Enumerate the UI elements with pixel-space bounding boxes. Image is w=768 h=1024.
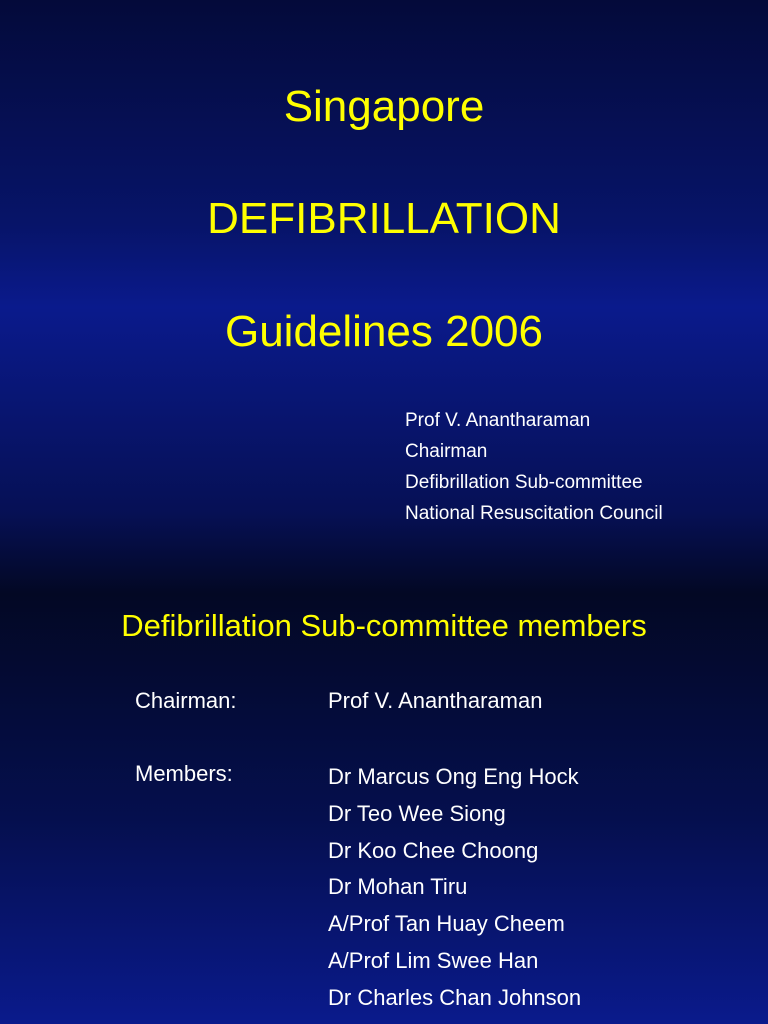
committee-heading: Defibrillation Sub-committee members — [121, 608, 647, 643]
member-item: Dr Charles Chan Johnson — [328, 984, 582, 1010]
title-defibrillation: DEFIBRILLATION — [207, 194, 561, 243]
member-item: Dr Teo Wee Siong — [328, 800, 506, 826]
presenter-role: Chairman — [405, 441, 488, 462]
chairman-name: Prof V. Anantharaman — [328, 688, 543, 713]
title-guidelines-year: Guidelines 2006 — [224, 307, 543, 356]
member-item: A/Prof Tan Huay Cheem — [328, 911, 565, 937]
member-item: Dr Koo Chee Choong — [328, 837, 539, 863]
presenter-committee: Defibrillation Sub-committee — [405, 472, 643, 493]
member-item: Dr Marcus Ong Eng Hock — [328, 764, 579, 789]
chairman-label: Chairman: — [135, 688, 237, 713]
members-label: Members: — [135, 761, 233, 786]
title-singapore: Singapore — [283, 82, 485, 131]
member-item: A/Prof Lim Swee Han — [328, 947, 539, 973]
member-item: Dr Mohan Tiru — [328, 874, 468, 900]
presenter-name: Prof V. Anantharaman — [405, 410, 591, 431]
presenter-organization: National Resuscitation Council — [405, 503, 663, 524]
presenter-block — [405, 405, 663, 529]
members-list — [328, 759, 581, 1017]
